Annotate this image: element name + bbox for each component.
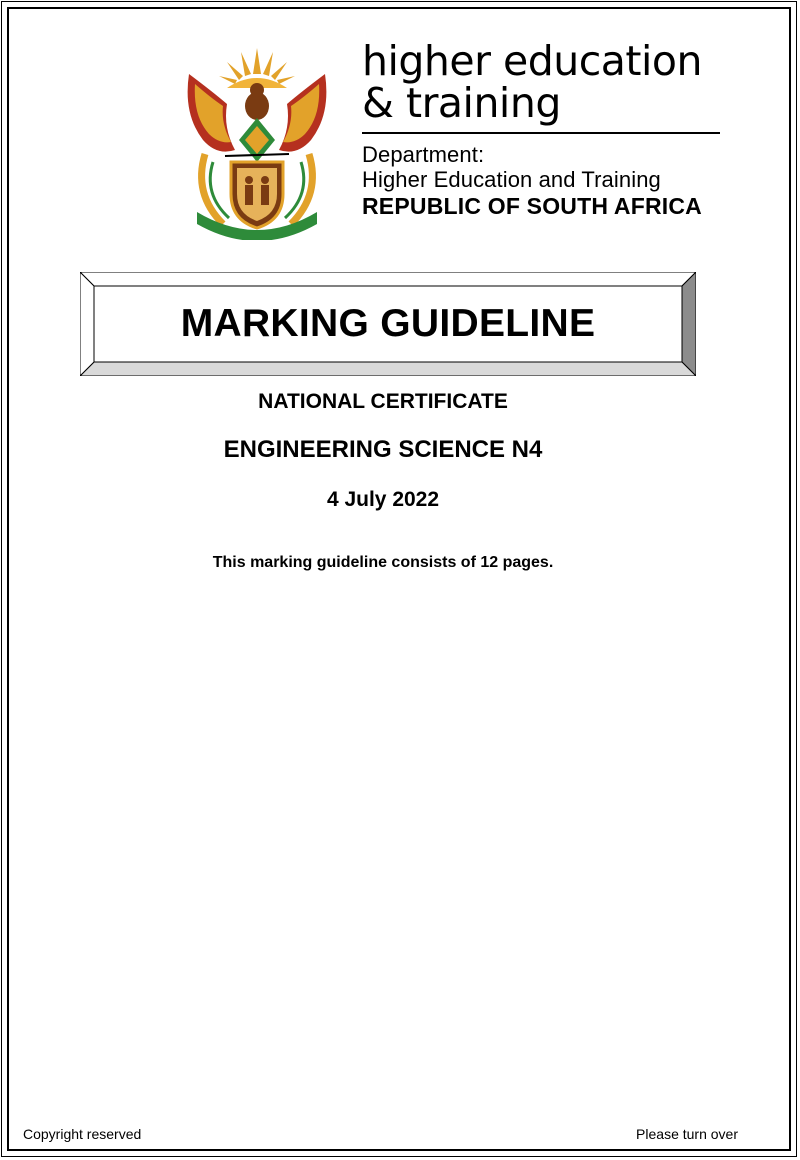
- department-country: REPUBLIC OF SOUTH AFRICA: [362, 193, 702, 219]
- department-rule: [362, 132, 720, 134]
- certificate-level: NATIONAL CERTIFICATE: [258, 390, 508, 413]
- exam-date: 4 July 2022: [326, 488, 440, 511]
- department-name-line1: higher education: [362, 37, 702, 85]
- department-subtitle: [362, 142, 661, 192]
- department-name-line2: & training: [362, 79, 561, 127]
- page-count-note: This marking guideline consists of 12 pages.: [212, 554, 554, 571]
- footer-copyright: Copyright reserved: [23, 1126, 142, 1142]
- department-full-name: Higher Education and Training: [362, 167, 661, 192]
- coat-of-arms-icon: [183, 44, 331, 240]
- document-title: MARKING GUIDELINE: [180, 302, 596, 345]
- title-frame: [80, 272, 696, 376]
- footer-turn-over: Please turn over: [636, 1126, 738, 1142]
- department-label: Department:: [362, 142, 485, 167]
- subject-title: ENGINEERING SCIENCE N4: [223, 436, 543, 463]
- department-header: [362, 37, 732, 219]
